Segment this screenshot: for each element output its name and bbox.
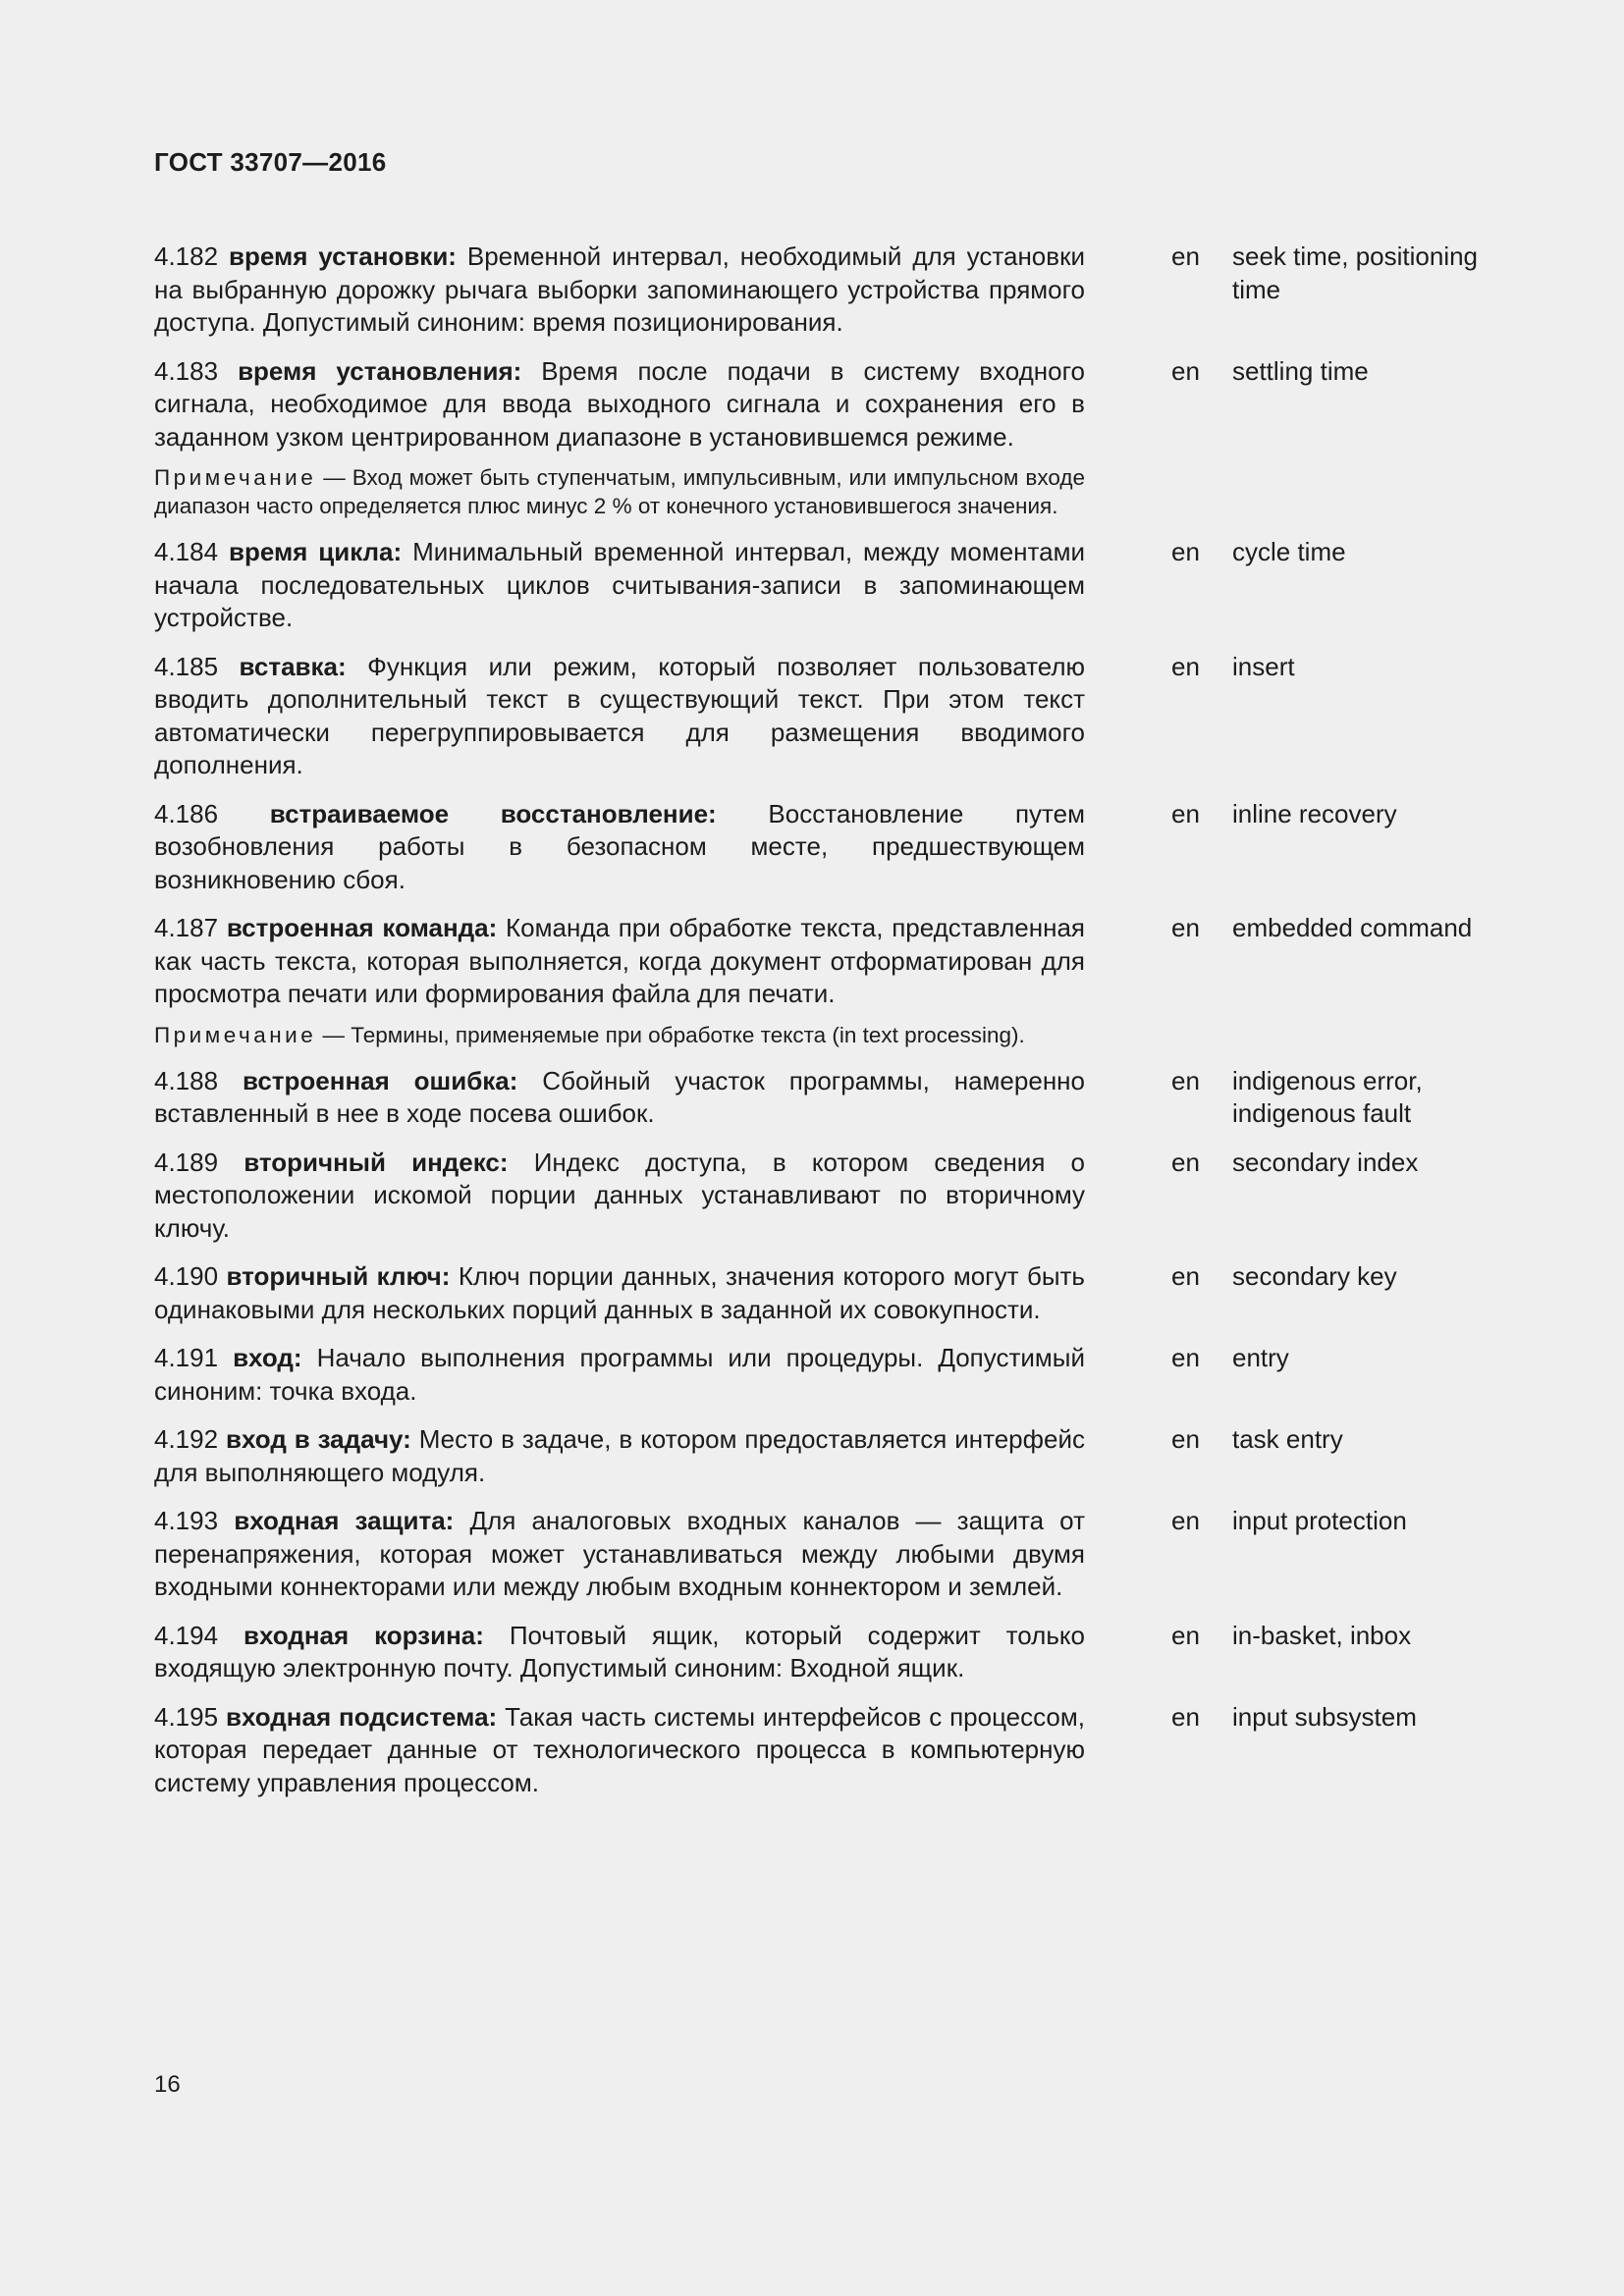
term-body [154, 1260, 1085, 1326]
english-equivalent: task entry [1232, 1424, 1343, 1454]
term-name: входная защита: [234, 1506, 455, 1535]
term-name: время установки: [228, 241, 457, 271]
term-number: 4.190 [154, 1261, 219, 1291]
term-name: время цикла: [228, 537, 403, 566]
english-equivalent: inline recovery [1232, 798, 1397, 828]
term-note [154, 463, 1085, 520]
document-header: ГОСТ 33707—2016 [154, 147, 387, 177]
term-entry [154, 1260, 1460, 1326]
english-equivalent: seek time, positioning time [1232, 241, 1479, 304]
term-number: 4.188 [154, 1065, 219, 1095]
term-text: Команда при обработке текста, представленная как часть текста, которая выполняется, когда документ отформатирован для просмотра печати или формирования файла для печати. [154, 913, 1085, 1008]
note-text: — Термины, применяемые при обработке текста (in text processing). [316, 1022, 1025, 1047]
term-number: 4.195 [154, 1701, 219, 1732]
language-code: en [1171, 1620, 1200, 1650]
term-definition [154, 798, 1085, 897]
term-name: время установления: [238, 355, 522, 386]
term-entry [154, 355, 1460, 521]
term-definition [154, 1065, 1085, 1131]
term-text: Функция или режим, который позволяет пользователю вводить дополнительный текст в существующий текст. При этом текст автоматически перегруппировывается для размещения вводимого дополнения. [154, 651, 1085, 779]
term-body [154, 536, 1085, 635]
term-body [154, 1505, 1085, 1604]
note-label: Примечание [154, 1022, 317, 1047]
language-code: en [1171, 1424, 1200, 1454]
term-text: Минимальный временной интервал, между моментами начала последовательных циклов считывания-записи в запоминающем устройстве. [154, 537, 1085, 632]
term-entry [154, 912, 1473, 1049]
term-body [154, 912, 1085, 1049]
term-text: Временной интервал, необходимый для установки на выбранную дорожку рычага выборки запоминающего устройства прямого доступа. Допустимый синоним: время позиционирования. [154, 241, 1085, 337]
english-equivalent: input subsystem [1232, 1701, 1417, 1732]
term-definition [154, 1620, 1085, 1685]
term-entry [154, 651, 1460, 782]
language-code: en [1171, 1261, 1200, 1291]
term-text: Почтовый ящик, который содержит только входящую электронную почту. Допустимый синоним: Входной ящик. [154, 1620, 1086, 1682]
term-name: встроенная команда: [226, 913, 498, 942]
term-definition [154, 1423, 1085, 1489]
term-definition [154, 651, 1085, 782]
page-number: 16 [154, 2071, 181, 2098]
language-code: en [1171, 651, 1200, 681]
language-code: en [1171, 798, 1200, 828]
term-entry [154, 1147, 1460, 1246]
term-name: вход: [233, 1343, 302, 1372]
term-definition [154, 1260, 1085, 1326]
english-equivalent: secondary key [1232, 1261, 1397, 1291]
language-code: en [1171, 355, 1200, 386]
english-equivalent: embedded command [1232, 913, 1473, 942]
english-equivalent: indigenous error, indigenous fault [1232, 1065, 1423, 1128]
term-body [154, 1065, 1085, 1131]
term-body [154, 1342, 1085, 1408]
term-definition [154, 355, 1085, 454]
term-text: Такая часть системы интерфейсов с процессом, которая передает данные от технологического процесса в компьютерную систему управления процессом. [154, 1701, 1085, 1797]
term-number: 4.187 [154, 913, 219, 942]
term-entry [154, 1423, 1460, 1489]
term-definition [154, 1505, 1085, 1604]
term-definition [154, 912, 1085, 1011]
term-number: 4.182 [154, 241, 219, 271]
english-equivalent: entry [1232, 1343, 1289, 1372]
term-text: Место в задаче, в котором предоставляется интерфейс для выполняющего модуля. [154, 1424, 1085, 1487]
english-equivalent: secondary index [1232, 1147, 1419, 1177]
term-text: Восстановление путем возобновления работы в безопасном месте, предшествующем возникновению сбоя. [154, 798, 1085, 894]
term-number: 4.191 [154, 1343, 219, 1372]
term-text: Сбойный участок программы, намеренно вставленный в нее в ходе посева ошибок. [154, 1065, 1085, 1128]
english-equivalent: in-basket, inbox [1232, 1620, 1412, 1650]
term-definition [154, 1342, 1085, 1408]
term-entry [154, 1342, 1460, 1408]
language-code: en [1171, 1343, 1200, 1372]
term-note [154, 1021, 1085, 1049]
term-body [154, 240, 1085, 340]
term-definition [154, 1701, 1085, 1800]
term-definition [154, 240, 1085, 340]
language-code: en [1171, 913, 1200, 942]
language-code: en [1171, 537, 1200, 566]
term-name: входная корзина: [244, 1620, 484, 1650]
term-definition [154, 536, 1085, 635]
note-label: Примечание [154, 465, 317, 490]
term-body [154, 1147, 1085, 1246]
term-name: встраиваемое восстановление: [269, 798, 717, 828]
term-name: вставка: [239, 651, 347, 681]
term-number: 4.186 [154, 798, 219, 828]
term-text: Индекс доступа, в котором сведения о местоположении искомой порции данных устанавливают по вторичному ключу. [154, 1147, 1085, 1243]
term-number: 4.183 [154, 355, 219, 386]
term-text: Время после подачи в систему входного сигнала, необходимое для ввода выходного сигнала и сохранения его в заданном узком центрированном диапазоне в установившемся режиме. [154, 355, 1085, 452]
term-body [154, 355, 1085, 521]
term-body [154, 1701, 1085, 1800]
english-equivalent: cycle time [1232, 537, 1346, 566]
term-name: вторичный индекс: [244, 1147, 509, 1177]
term-name: встроенная ошибка: [242, 1065, 518, 1095]
term-name: входная подсистема: [225, 1701, 498, 1732]
term-body [154, 1423, 1085, 1489]
language-code: en [1171, 1506, 1200, 1535]
language-code: en [1171, 1147, 1200, 1177]
term-text: Начало выполнения программы или процедуры. Допустимый синоним: точка входа. [154, 1343, 1085, 1406]
term-name: вторичный ключ: [226, 1261, 451, 1291]
english-equivalent: insert [1232, 651, 1295, 681]
term-entry [154, 1701, 1460, 1800]
term-entry [154, 1620, 1460, 1685]
language-code: en [1171, 1065, 1200, 1095]
term-entry [154, 240, 1479, 340]
term-body [154, 1620, 1085, 1685]
term-number: 4.192 [154, 1424, 219, 1454]
term-entry [154, 536, 1460, 635]
language-code: en [1171, 1701, 1200, 1732]
term-number: 4.194 [154, 1620, 219, 1650]
language-code: en [1171, 241, 1200, 271]
term-entry [154, 1505, 1460, 1604]
term-entry [154, 1065, 1460, 1131]
english-equivalent: settling time [1232, 355, 1369, 386]
term-definition [154, 1147, 1085, 1246]
term-text: Для аналоговых входных каналов — защита от перенапряжения, которая может устанавливаться между любыми двумя входными коннекторами или между любым входным коннектором и землей. [154, 1506, 1085, 1601]
english-equivalent: input protection [1232, 1506, 1407, 1535]
term-body [154, 798, 1085, 897]
terms-list [154, 240, 1479, 1815]
note-text: — Вход может быть ступенчатым, импульсивным, или импульсном входе диапазон часто определяется плюс минус 2 % от конечного установившегося значения. [154, 465, 1085, 518]
term-name: вход в задачу: [225, 1424, 411, 1454]
term-number: 4.193 [154, 1506, 219, 1535]
term-body [154, 651, 1085, 782]
term-text: Ключ порции данных, значения которого могут быть одинаковыми для нескольких порций данных в заданной их совокупности. [154, 1261, 1085, 1324]
term-number: 4.184 [154, 537, 219, 566]
term-entry [154, 798, 1460, 897]
term-number: 4.185 [154, 651, 219, 681]
term-number: 4.189 [154, 1147, 219, 1177]
